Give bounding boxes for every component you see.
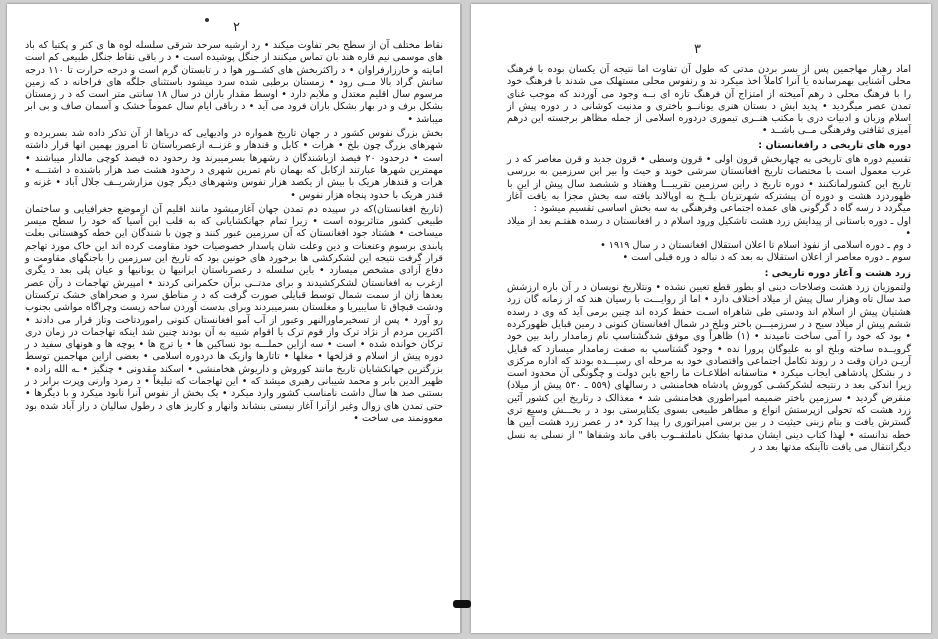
top-dot-mark [205,18,209,22]
section-heading: دوره های تاریخی د رافغانستان : [758,139,911,151]
paragraph: (تاریخ افغانستان)که در سپیده دم تمدن جهان آغازمیشود مانند اقلیم آن ازموضع جغرافیایی و ساختمان طبیعی کشور متاثربوده است • زیرا تمام جهانکشایانی که به قلب این آسیا که خود را سطح میسر میساخت • هشتاد جود افغانستان که آن سرزمین عبور کنند و چون با شندگان این خطه کوهستانی بعلت پابندی برسوم وعنعنات و دین وعلت شان پاسدار خصوصیات خود مقاومت کرده اند این خاک مورد تهاجم قرار گرفت نتیجه این لشکرکشی ها برخورد های خونین بود که تاریخ این سرزمین را باجنگهای مقاومت و دفاع آزادی مشخص میسازد • باین سلسله د رعصرباستان ایرانیها ن یونانیها و عیان پلی بعد د یگری ازغرب به افغانستان لشکرکشیدند و برای مدتــی برآن حکمرانی کردند • امپیرش تهاجمات د رآن عصر بعدها زان از سمت شمال توسط قبایلی صورت گرفت که د ر مناطق سرد و صحراهای خشک ترکستان ودشت قبچاق تا سایبیریا و مغلستان بسرمیبردند وبرای بدست آوردن ساحه زیست وچراگاه مواشی بجنوب رو آورد • پس از تسخیرماورالنهر وعبور از آب آمو افغانستان کنونی راموردتاخت وتاز قرار می دادند • اکثرین مردم از نژاد ترک واز قوم ترک یا اقوام شبیه به آن بودند چنین شد اینکه تهاجمات در زمان دری ترکان خوانده شده • است • سه ازاین حملـــه بود نساکین ها • یا ترچ ها • یوچه ها و هونهای سفید د ر دوره پیش از اسلام و قزلخها • مغلها • تاتارها وازبک ها دردوره اسلامی • بعضی ازاین مهاجمین توسط بزرگترین جهانکشایان تاریخ مانند کوروش و داریوش هخامنشی • اسکند مقدونی • چنگیز • ـه الله زاده • ظهیر الدین بابر و محمد شیبانی رهبری میشد که • این تهاجمات که تبلیغاً • د رمرد وارنی وپرت برابر د ر بستنی صد ها سال داشت نامناسب کشور وارد میکرد • یک بخش از نفوس آنرا نابود میکرد و با دیگرها • حتی تمدن های زوال وغیر ازآنرا آغاز نیستی بنشاند وانهار و کاریز های د رطول سالیان د راز آباد شده بود معوونمند می ساخت • [25,203,443,424]
section-heading: زرد هشت و آغاز دوره تاریخی : [764,267,911,279]
page-divider [461,4,462,633]
paragraph: نقاط مختلف آن از سطح بحر تفاوت میکند • رد ارشیه سرحد شرقی سلسله لوه ها ی کنر و پکتیا که باد های موسمی نیم قاره هند بان تماس میکنند از جنگل پوشیده است • د ر باقی نقاط جنگل طبیعی کم است امایته و خارزارفراوان • د راکثربخش های کشــور هوا د ر تابستان گرم است و درجه حرارت تا ١١٠ درجه ساتش گراد بالا مــی رود • زمستان برطبی شده سرد میشود باستثنای جلگه های فراخانه د که زمین مرسوم سال اقلیم معتدل و ملایم دارد • اوسط مقدار باران در سال ١٨ سانتی متر است که د ر زمستان بشکل برف و در بهار بشکل باران فرود می آید • د رباقی ایام سال عموماً خشک و آسمان صاف و بی ابر میباشد • [25,40,443,125]
left-page [7,4,460,633]
paragraph: بخش بزرگ نفوس کشور د ر جهان تاریخ همواره در وادیهایی که دریاها از آن تذکر داده شد بسربرده و شهرهای بزرگ چون بلخ • هرات • کابل و قندهار و غزنــه ازعصرباستان تا امروز بهمین انها قرار داشته است • درحدود ٢٠ فیصد ازباشندگان د رشهرها بسرمیبرند ود رحدود ده فیصد کوچی مالدار میباشند • مهمترین شهرها عبارتند ازکابل که بهمان نام تمرین شهری د رحدود هشت صد هزار باشنده د اشتـــه • هرات و قندهار هریک با بیش از یکصد هزار نفوس وشهرهای دیگر چون مزارشریــف جلال آباد • غزنه و قندز هریک با حدود پنجاه هزار نفوس • [25,128,443,201]
list-item: اول ـ دوره باستانی از پیدایش زرد هشت تاشکیل ورود اسلام د ر افغانستان د رسده هفتـم بعد از میلاد • [507,215,911,239]
page-body [507,64,911,454]
page-body [25,40,443,425]
paragraph: اماد رهبار مهاجمین پس از بسر بردن مدتی که طول آن تفاوت اما نتیجه آن یکسان بوده با فرهنگ محلی آشنایی بهمرسانده یا آنرا کاملاً اخذ میکرد ند و رنفوس محلی مستهلک می شدند با فرهنگ خود را با فرهنگ محلی د رهم آمیخته از امتزاج آن فرهنگ تازه ای بــه وجود می آوردند که موجب غنای تمدن عصر میگردید • پدید ایش د بستان هنری یونانــو باختری و مدنیت کوشانی د ر دوره پیش از اسلام وزبان و ادبیات دری با مکتب هنــری تیموری دردوره اسلامی از جمله مظاهر برجسته این درهم آمیزی ثقافتی وفرهنگی مــی باشــد • [507,64,911,137]
scan-artifact-mark [453,600,471,608]
paragraph: تقسیم دوره های تاریخی به چهاربخش قرون اولی • قرون وسطی • قرون جدید و قرن معاصر که د ر غرب معمول است با مختصات تاریخ افغانستان سرشی خوبد و حیث وا بیر ابن سرزمین به بررسی تاریخ این کشورلمانکنند • دوره تاریخ د راین سرزمین تقریبـــا وهفتاد و ششصد سال پیش از این با ظهوردزد هشت و دوره آن پیشترکه شهرتزیان بلــخ به اوپالاند یافته سه بخش مجزا به یافت آغاز میگردد د رسه گاه د گرگونی های عمده اجتماعی وفرهنگی به سه بخش اساسی تقسیم میشود : [507,154,911,215]
list-item: سوم ـ دوره معاصر از اعلان استقلال به بعد که د نباله د وره قبلی است • [622,252,911,264]
list-item: د وم ـ دوره اسلامی از نفوذ اسلام تا اعلان استقلال افغانستان د ر سال ١٩١٩ • [600,240,911,252]
page-number: ٣ [694,42,701,57]
paragraph: ولتموزیان زرد هشت وصلاحات دینی او بطور قطع تعیین نشده • ونتلاریخ نویسان د ر آن باره ارزشش صد سال تاه وهزار سال پیش از میلاد اختلاف دارد • اما از روایـــت با رسیان هند که از زمانه گان زرد هشتیان پیش از اسلام اند ودستی طی شاهراه اسـت حفظ کرده اند چنین برمی آید که وی د رسده ششم پیش از میلاد سیح د ر سرزمیـــن باختر وبلخ در شمال افغانستان کنونی د رمین قبایل ظهورکرده • بود که خود را آمی ساخت نامیدند • (١) ظاهراً وی موفق شدگشتاسپ نام زمامدار رابد بین خود گرویــده ساخته وبلخ او به علیوگان پرورا نده • وجود گشتاسپ به صفت زمامدار میسازد که قبایل آریـن دران وقت د ر روند تکامل اجتماعی واقتصادی خود به مرحله ای رسیـــده بودند که اداره مرکزی د ر بشکل پادشاهی ایجاب میکرد • متاسفانه اطلاعـات ما راجع باین دولت و چگونگی آن محدود است زیرا اندکی بعد د رنتیجه لشکرکشـی کوروش پادشاه هخامنشی د رسالهای (٥٥٩ ـ ٥٣٠ پیش از میلاد) منقرض گردید • سرزمین باختر ضمیمه امپراطوری هخامنشی شد • معذالک د رتاریخ این کشور آئین زرد هشت که تحولی ازپرستش انواع و مظاهر طبیعی بسوی یکتاپرستی بود د ر بخـــش وسیع تری گسترش یافت و بنام زبنی حیثیت د ر بین برسی امپراتوری را پیدا کرد •د ر عصر زرد هشت آیین ها خطه ندانسته • لهذا کتاب دینی ایشان مدتها بشکل ناملتفــوب باقی ماند وشفاها " از نسلی به نسل دیگرانتقال می یافت تاآینکه مدتها بعد د ر [507,282,911,453]
right-page [471,4,931,633]
page-number: ٢ [233,20,240,35]
